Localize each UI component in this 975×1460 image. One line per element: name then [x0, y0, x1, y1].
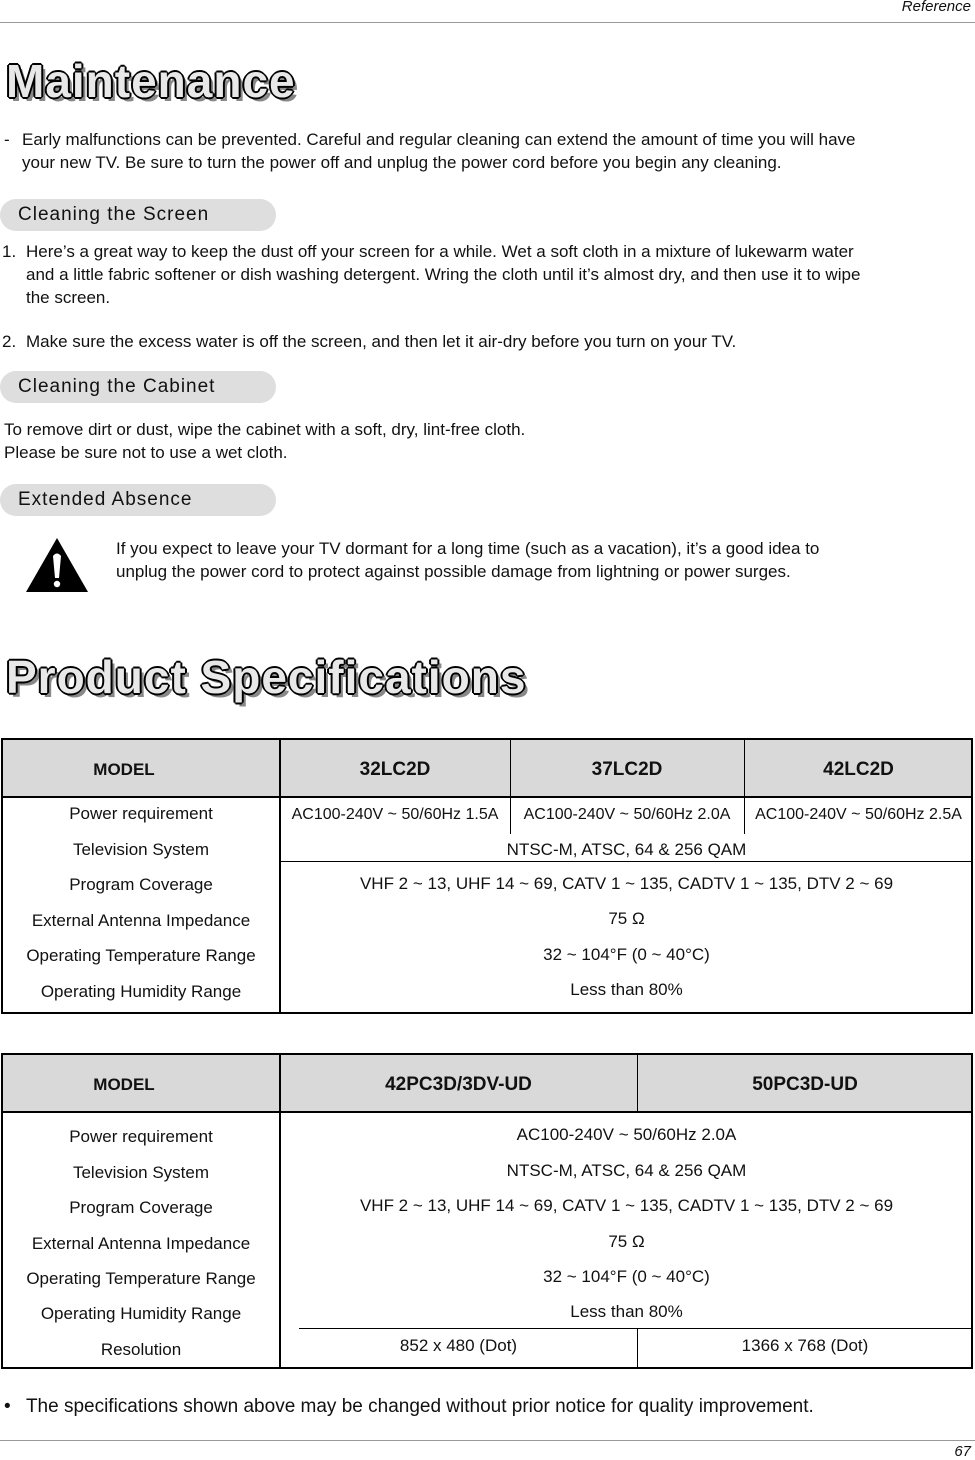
row-label: Television System	[72, 1163, 210, 1182]
page-number: 67	[954, 1443, 971, 1460]
column-divider	[637, 1055, 638, 1113]
model-column: 32LC2D	[359, 759, 431, 780]
power-value: AC100-240V ~ 50/60Hz 2.0A	[523, 806, 731, 823]
list-line: and a little fabric softener or dish washing detergent. Wring the cloth until it’s almost dry, and then use it to wipe	[26, 265, 861, 284]
note-text: The specifications shown above may be changed without prior notice for quality improvement.	[25, 1396, 814, 1417]
program-coverage-value: VHF 2 ~ 13, UHF 14 ~ 69, CATV 1 ~ 135, CADTV 1 ~ 135, DTV 2 ~ 69	[359, 874, 894, 893]
spec-note	[4, 1396, 814, 1418]
row-label: External Antenna Impedance	[31, 1234, 251, 1253]
intro-paragraph	[22, 128, 972, 174]
list-line: Here’s a great way to keep the dust off your screen for a while. Wet a soft cloth in a mixture of lukewarm water	[26, 242, 854, 261]
absence-line: If you expect to leave your TV dormant for a long time (such as a vacation), it’s a good idea to	[116, 539, 820, 558]
temperature-value: 32 ~ 104°F (0 ~ 40°C)	[543, 1267, 710, 1286]
row-label: Program Coverage	[69, 1198, 213, 1217]
cleaning-cabinet-heading: Cleaning the Cabinet	[0, 371, 276, 403]
row-label: Operating Temperature Range	[26, 946, 256, 965]
program-coverage-value: VHF 2 ~ 13, UHF 14 ~ 69, CATV 1 ~ 135, CADTV 1 ~ 135, DTV 2 ~ 69	[359, 1196, 894, 1215]
spec-table-1	[1, 738, 973, 1014]
power-value: AC100-240V ~ 50/60Hz 2.0A	[516, 1125, 737, 1144]
power-value: AC100-240V ~ 50/60Hz 2.5A	[755, 806, 962, 823]
list-number: 2.	[2, 332, 17, 351]
power-value: AC100-240V ~ 50/60Hz 1.5A	[291, 806, 499, 823]
list-item	[2, 240, 967, 309]
list-number: 1.	[2, 242, 17, 261]
tv-system-value: NTSC-M, ATSC, 64 & 256 QAM	[506, 1161, 747, 1180]
model-column: 42PC3D/3DV-UD	[385, 1074, 532, 1095]
model-header: MODEL	[93, 760, 155, 779]
bottom-divider	[0, 1440, 975, 1441]
spec-table-2	[1, 1053, 973, 1369]
row-label: Resolution	[100, 1340, 182, 1359]
intro-line: your new TV. Be sure to turn the power off and unplug the power cord before you begin any cleaning.	[22, 153, 782, 172]
absence-line: unplug the power cord to protect against possible damage from lightning or power surges.	[116, 562, 791, 581]
intro-line: Early malfunctions can be prevented. Careful and regular cleaning can extend the amount of time you will have	[22, 130, 856, 149]
list-text	[26, 240, 967, 309]
antenna-value: 75 Ω	[608, 909, 645, 928]
row-label: Power requirement	[69, 1127, 213, 1146]
tv-system-value: NTSC-M, ATSC, 64 & 256 QAM	[506, 840, 747, 859]
section-label: Reference	[901, 0, 971, 15]
row-label: Operating Temperature Range	[26, 1269, 256, 1288]
cleaning-screen-heading: Cleaning the Screen	[0, 199, 276, 231]
cabinet-line: Please be sure not to use a wet cloth.	[4, 443, 288, 462]
extended-absence-heading: Extended Absence	[0, 484, 276, 516]
row-label: Operating Humidity Range	[40, 982, 242, 1001]
humidity-value: Less than 80%	[570, 1302, 683, 1321]
row-label: External Antenna Impedance	[31, 911, 251, 930]
row-label: Television System	[72, 840, 210, 859]
resolution-value: 1366 x 768 (Dot)	[741, 1336, 869, 1355]
row-divider	[299, 1328, 973, 1329]
absence-paragraph	[116, 537, 966, 583]
row-label: Operating Humidity Range	[40, 1304, 242, 1323]
list-item	[2, 330, 967, 353]
row-label: Power requirement	[69, 804, 213, 823]
cabinet-paragraph	[4, 418, 525, 464]
model-header: MODEL	[93, 1075, 155, 1094]
top-divider	[0, 22, 975, 23]
row-divider	[279, 861, 973, 862]
row-label: Program Coverage	[69, 875, 213, 894]
temperature-value: 32 ~ 104°F (0 ~ 40°C)	[543, 945, 710, 964]
intro-dash: -	[4, 130, 10, 149]
model-column: 50PC3D-UD	[752, 1074, 858, 1095]
cabinet-line: To remove dirt or dust, wipe the cabinet with a soft, dry, lint-free cloth.	[4, 420, 526, 439]
maintenance-title: Maintenance	[6, 55, 296, 107]
specs-title: Product Specifications	[6, 651, 527, 703]
list-line: the screen.	[26, 288, 111, 307]
resolution-value: 852 x 480 (Dot)	[399, 1336, 518, 1355]
model-column: 37LC2D	[591, 759, 663, 780]
model-column: 42LC2D	[823, 759, 894, 780]
list-text: Make sure the excess water is off the screen, and then let it air-dry before you turn on your TV.	[26, 332, 737, 351]
bullet: •	[4, 1396, 11, 1417]
antenna-value: 75 Ω	[608, 1232, 645, 1251]
humidity-value: Less than 80%	[570, 980, 683, 999]
warning-icon	[24, 536, 90, 594]
